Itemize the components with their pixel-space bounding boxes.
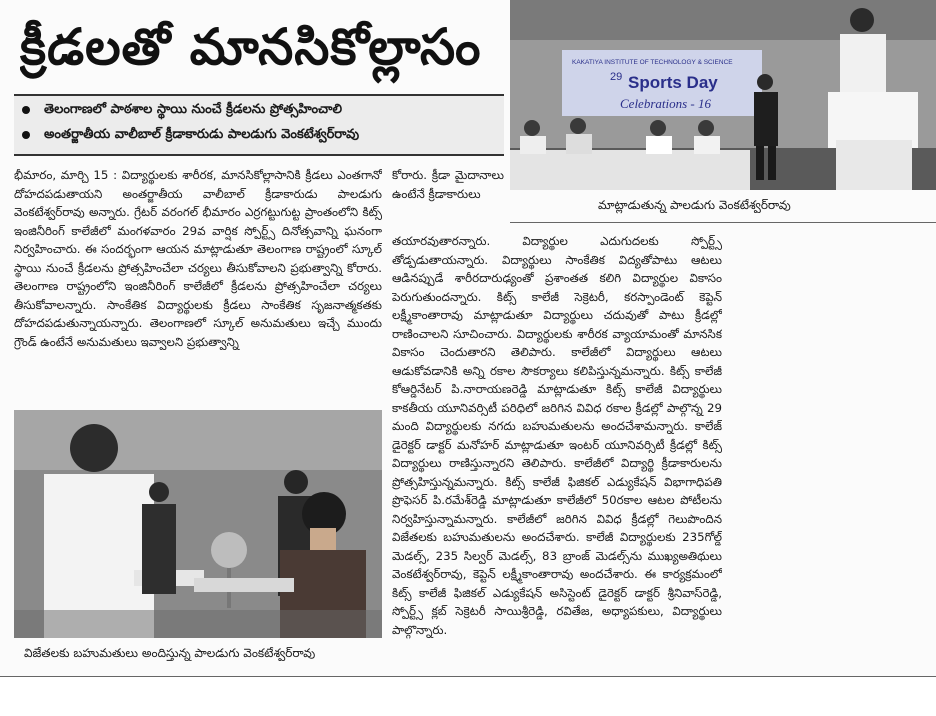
caption-prize: విజేతలకు బహుమతులు అందిస్తున్న పాలడుగు వెంకటేశ్వర్‌రావు (24, 646, 316, 660)
article-column-1 (14, 166, 382, 406)
banner-number: 29 (610, 71, 623, 83)
bottom-margin (0, 677, 936, 716)
subheadline-box (14, 94, 504, 156)
bullet-item (22, 127, 359, 145)
bullet-text: తెలంగాణలో పాఠశాల స్థాయి నుంచే క్రీడలను ప్రోత్సహించాలి (44, 102, 342, 117)
photo-speaker (510, 0, 936, 190)
banner-institute: KAKATIYA INSTITUTE OF TECHNOLOGY & SCIENCE (572, 59, 733, 66)
article-column-2-text: తయారవుతారన్నారు. విద్యార్థుల ఎదుగుదలకు స్పోర్ట్స్ తోడ్పడుతాయన్నారు. విద్యార్థులు సాంకేతిక విద్యతోపాటు ఆటలు ఆడినప్పుడే శారీరదారుఢ్యంతో ప్రశాంతత కలిగి విద్యార్థుల వికాసం పెరుగుతుందన్నారు. కిట్స్ కాలేజీ సెక్రెటరీ, కరస్పాండెంట్ కెప్టెన్ లక్ష్మీకాంతారావు మాట్లాడుతూ విద్యార్థులు చదువుతో పాటు క్రీడల్లో రాణించాలని సూచించారు. విద్యార్థులకు శారీరక వ్యాయామంతో మానసిక వికాసం చెందుతారని తెలిపారు. కాలేజీలో విద్యార్థులు ఆటలు ఆడుకోవడానికి అన్ని రకాల సౌకర్యాలు కలిపిస్తున్నమన్నారు. కిట్స్ కాలేజీ కోఆర్డినేటర్ పి.నారాయణరెడ్డి మాట్లాడుతూ కిట్స్ కాలేజీ విద్యార్థులు కాకతీయ యూనివర్సిటీ పరిధిలో జరిగిన వివిధ రకాల క్రీడల్లో పాల్గొన్న 29 మంది విద్యార్థులకు నగదు బహుమతులను అందచేశామన్నారు. కాలేజ్ డైరెక్టర్ డాక్టర్ మనోహర్ మాట్లాడుతూ ఇంటర్ యూనివర్సిటీ క్రీడల్లో కిట్స్ విద్యార్థులు రాణిస్తున్నారని తెలిపారు. కాలేజీలో విద్యార్థి క్రీడాకారులను ప్రోత్సహిస్తున్నమన్నారు. కిట్స్ కాలేజీ ఫిజికల్ ఎడ్యుకేషన్ విభాగాధిపతి ప్రొఫెసర్ పి.రమేశ్‌రెడ్డి మాట్లాడుతూ కాలేజీలో 50రకాల ఆటల పోటీలను నిర్వహిస్తున్నామన్నారు. కాలేజీలో జరిగిన వివిధ క్రీడల్లో గెలుపొందిన విజేతలకు బహుమతులను అందచేశారు. కాలేజీ విద్యార్థులకు 235గోల్డ్ మెడల్స్, 235 సిల్వర్ మెడల్స్, 83 బ్రాంజ్ మెడల్స్‌ను ముఖ్యఅతిథులు వెంకటేశ్వర్‌రావు, కెప్టెన్ లక్ష్మీకాంతారావు అందచేశారు. ఈ కార్యక్రమంలో కిట్స్ కాలేజీ ఫిజికల్ ఎడ్యుకేషన్ అసిస్టెంట్ డైరెక్టర్ డాక్టర్ శ్రీనివాస్‌రెడ్డి, స్పోర్ట్స్ క్లబ్ సెక్రెటరీ సాయిశ్రీరెడ్డి, రవితేజ, అధ్యాపకులు, విద్యార్థులు పాల్గొన్నారు. (392, 234, 722, 637)
prize-photo-image (14, 410, 382, 638)
article-column-1-text: భీమారం, మార్చి 15 : విద్యార్థులకు శారీరక, మానసికోల్లాసానికి క్రీడలు ఎంతగానో దోహదపడుతాయని అంతర్జాతీయ వాలీబాల్ క్రీడాకారుడు పాలడుగు వెంకటేశ్వర్‌రావు అన్నారు. గ్రేటర్ వరంగల్ భీమారం ఎర్రగట్టుగుట్ట ప్రాంతంలోని కిట్స్ ఇంజినీరింగ్ కాలేజీలో మంగళవారం 29వ వార్షిక స్పోర్ట్స్ దినోత్సవాన్ని ఘనంగా నిర్వహించారు. ఈ సందర్భంగా ఆయన మాట్లాడుతూ తెలంగాణ రాష్ట్రంలో స్కూల్ స్థాయి నుంచే క్రీడలను ప్రోత్సహించేలా చర్యలు తీసుకోవాలని ప్రభుత్వాన్ని కోరారు. తెలంగాణ రాష్ట్రంలోని ఇంజినీరింగ్ కాలేజీలో క్రీడలను ప్రోత్సహించేలా చర్యలు తీసుకోవాలన్నారు. సాంకేతిక విద్యార్థులకు క్రీడలు సాంకేతిక సృజనాత్మకతకు దోహదపడుతున్నాయన్నారు. తెలంగాణలో స్కూల్ అనుమతులు ఇచ్చే ముందు గ్రౌండ్ ఉంటేనే అనుమతులు ఇవ్వాలని ప్రభుత్వాన్ని (14, 168, 382, 349)
article-column-2 (392, 232, 722, 670)
caption-speaker: మాట్లాడుతున్న పాలడుగు వెంకటేశ్వర్‌రావు (598, 198, 791, 212)
photo-prize (14, 410, 382, 638)
bullet-item (22, 102, 342, 120)
bullet-text: అంతర్జాతీయ వాలీబాల్ క్రీడాకారుడు పాలడుగు వెంకటేశ్వర్‌రావు (44, 127, 360, 142)
bullet-icon (22, 106, 30, 114)
bullet-icon (22, 131, 30, 139)
banner-title: Sports Day (628, 73, 718, 92)
article-column-2-top (392, 166, 504, 222)
speaker-photo-image (510, 0, 936, 190)
headline: క్రీడలతో మానసికోల్లాసం (20, 18, 482, 76)
banner-subtitle: Celebrations - 16 (620, 96, 711, 111)
article-column-2-top-text: కోరారు. క్రీడా మైదానాలు ఉంటేనే క్రీడాకారులు (392, 168, 504, 201)
caption-divider (510, 222, 936, 223)
